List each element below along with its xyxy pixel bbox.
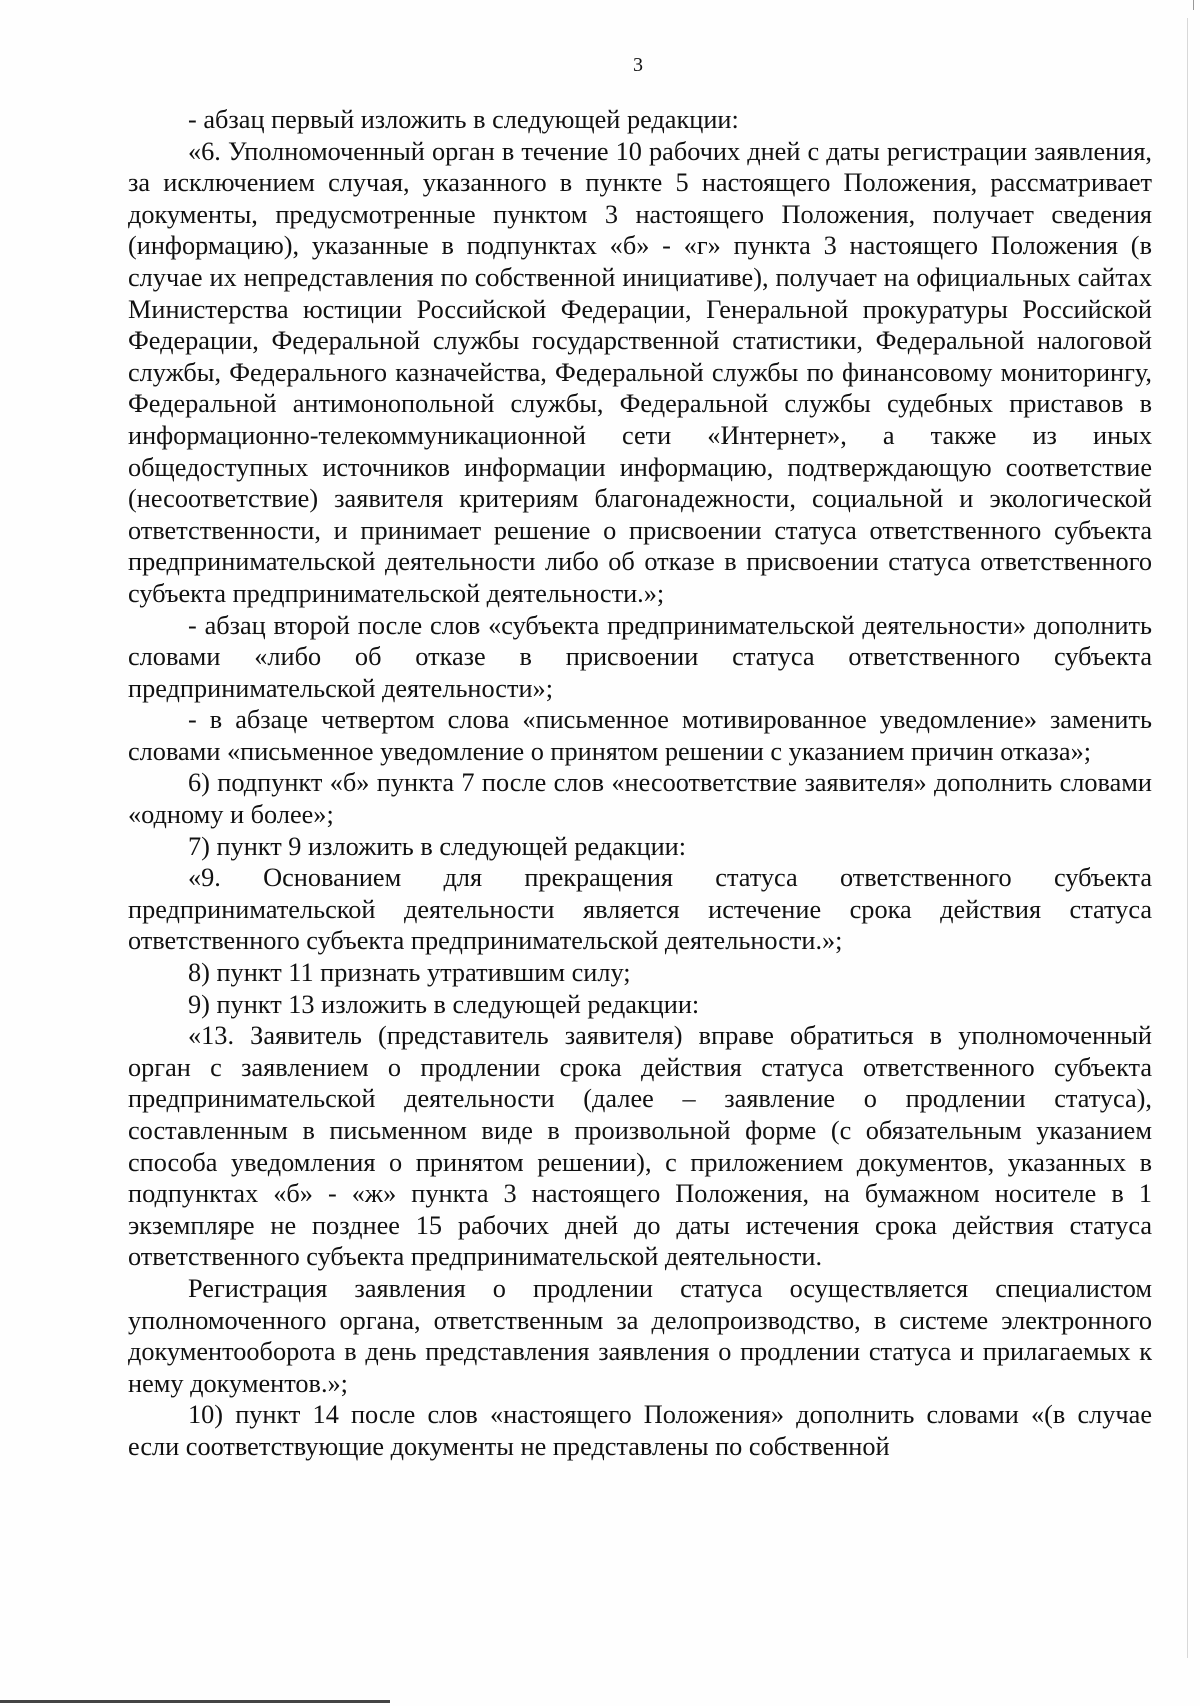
- paragraph-4: - в абзаце четвертом слова «письменное мотивированное уведомление» заменить словами «письменное уведомление о принятом решении с указанием причин отказа»;: [128, 705, 1152, 766]
- document-body: [128, 104, 1152, 1463]
- paragraph-7: «9. Основанием для прекращения статуса ответственного субъекта предпринимательской деятельности является истечение срока действия статуса ответственного субъекта предпринимательской деятельности.»;: [128, 863, 1152, 956]
- paragraph-12: 10) пункт 14 после слов «настоящего Положения» дополнить словами «(в случае если соответствующие документы не представлены по собственной: [128, 1400, 1152, 1461]
- paragraph-1: - абзац первый изложить в следующей редакции:: [188, 105, 739, 134]
- scan-corner-mark: [1193, 0, 1200, 10]
- scan-bottom-line: [0, 1700, 390, 1703]
- paragraph-2: «6. Уполномоченный орган в течение 10 рабочих дней с даты регистрации заявления, за исключением случая, указанного в пункте 5 настоящего Положения, рассматривает документы, предусмотренные пунктом 3 настоящего Положения, получает сведения (информацию), указанные в подпунктах «б» - «г» пункта 3 настоящего Положения (в случае их непредставления по собственной инициативе), получает на официальных сайтах Министерства юстиции Российской Федерации, Генеральной прокуратуры Российской Федерации, Федеральной службы государственной статистики, Федеральной налоговой службы, Федерального казначейства, Федеральной службы по финансовому мониторингу, Федеральной антимонопольной службы, Федеральной службы судебных приставов в информационно-телекоммуникационной сети «Интернет», а также из иных общедоступных источников информации информацию, подтверждающую соответствие (несоответствие) заявителя критериям благонадежности, социальной и экологической ответственности, и принимает решение о присвоении статуса ответственного субъекта предпринимательской деятельности либо об отказе в присвоении статуса ответственного субъекта предпринимательской деятельности.»;: [128, 136, 1152, 608]
- paragraph-3: - абзац второй после слов «субъекта предпринимательской деятельности» дополнить словами «либо об отказе в присвоении статуса ответственного субъекта предпринимательской деятельности»;: [128, 610, 1152, 703]
- paragraph-10: «13. Заявитель (представитель заявителя) вправе обратиться в уполномоченный орган с заявлением о продлении срока действия статуса ответственного субъекта предпринимательской деятельности (далее – заявление о продлении статуса), составленным в письменном виде в произвольной форме (с обязательным указанием способа уведомления о принятом решении), с приложением документов, указанных в подпунктах «б» - «ж» пункта 3 настоящего Положения, на бумажном носителе в 1 экземпляре не позднее 15 рабочих дней до даты истечения срока действия статуса ответственного субъекта предпринимательской деятельности.: [128, 1021, 1152, 1272]
- paragraph-9: 9) пункт 13 изложить в следующей редакции:: [188, 989, 700, 1019]
- paragraph-6: 7) пункт 9 изложить в следующей редакции:: [188, 831, 687, 861]
- scan-edge-line: [1187, 18, 1188, 1658]
- page-number: 3: [633, 54, 643, 76]
- paragraph-8: 8) пункт 11 признать утратившим силу;: [188, 958, 631, 988]
- paragraph-5: 6) подпункт «б» пункта 7 после слов «несоответствие заявителя» дополнить словами «одному и более»;: [128, 768, 1152, 830]
- paragraph-11: Регистрация заявления о продлении статуса осуществляется специалистом уполномоченного органа, ответственным за делопроизводство, в системе электронного документооборота в день представления заявления о продлении статуса и прилагаемых к нему документов.»;: [128, 1273, 1152, 1398]
